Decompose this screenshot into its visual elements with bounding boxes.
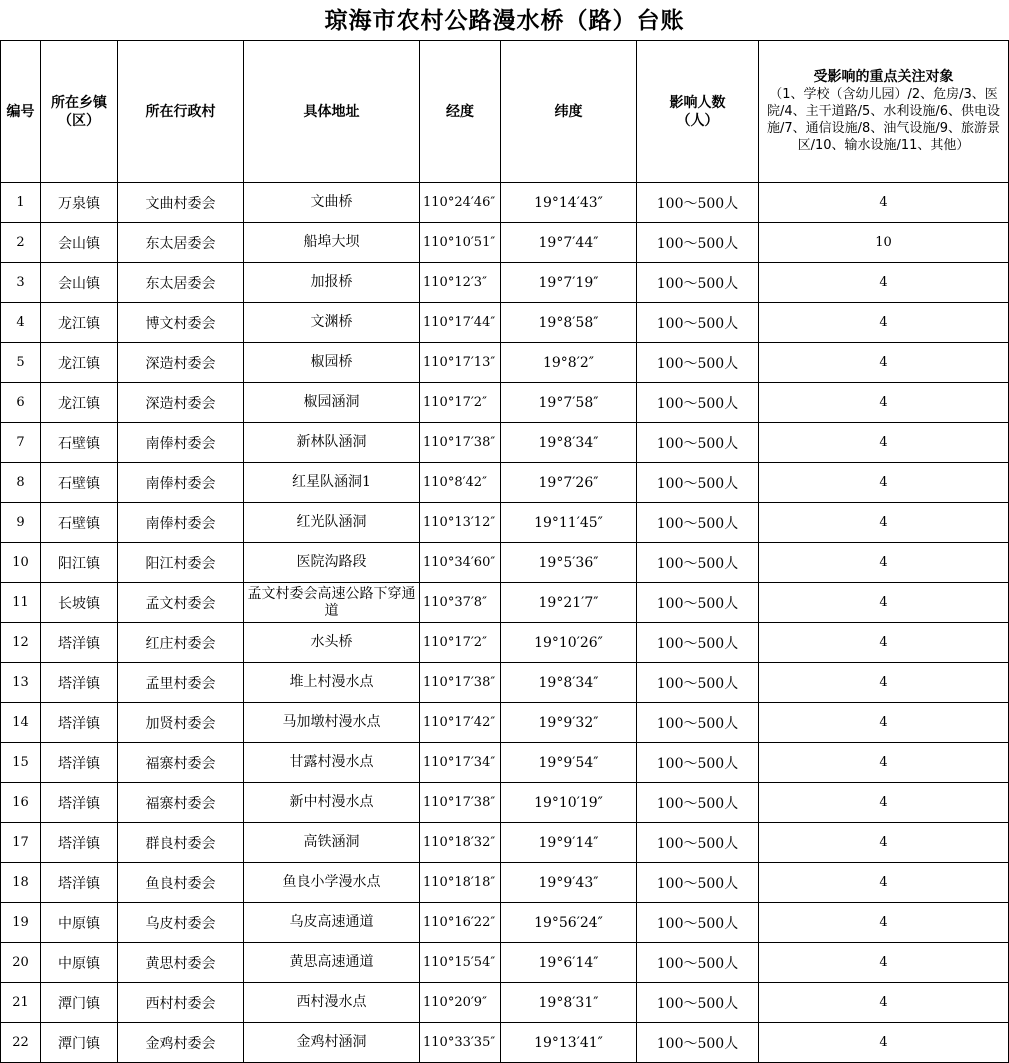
cell-population: 100～500人	[637, 303, 759, 343]
cell-town: 潭门镇	[41, 983, 118, 1023]
cell-town: 万泉镇	[41, 183, 118, 223]
cell-longitude: 110°17′44″	[420, 303, 501, 343]
cell-longitude: 110°15′54″	[420, 943, 501, 983]
cell-village: 深造村委会	[118, 383, 244, 423]
cell-no: 19	[1, 903, 41, 943]
cell-population: 100～500人	[637, 703, 759, 743]
cell-latitude: 19°9′43″	[501, 863, 637, 903]
table-row	[1, 783, 1009, 823]
cell-longitude: 110°20′9″	[420, 983, 501, 1023]
cell-latitude: 19°5′36″	[501, 543, 637, 583]
cell-village: 黄思村委会	[118, 943, 244, 983]
cell-address: 加报桥	[244, 263, 420, 303]
cell-population: 100～500人	[637, 743, 759, 783]
cell-focus: 4	[759, 743, 1009, 783]
cell-address: 乌皮高速通道	[244, 903, 420, 943]
cell-town: 龙江镇	[41, 343, 118, 383]
table-row	[1, 423, 1009, 463]
cell-focus: 4	[759, 863, 1009, 903]
cell-town: 塔洋镇	[41, 783, 118, 823]
cell-town: 龙江镇	[41, 303, 118, 343]
cell-focus: 4	[759, 703, 1009, 743]
cell-address: 红星队涵洞1	[244, 463, 420, 503]
cell-village: 加贤村委会	[118, 703, 244, 743]
cell-population: 100～500人	[637, 823, 759, 863]
cell-longitude: 110°10′51″	[420, 223, 501, 263]
cell-longitude: 110°17′38″	[420, 783, 501, 823]
cell-focus: 10	[759, 223, 1009, 263]
table-row	[1, 943, 1009, 983]
cell-town: 会山镇	[41, 223, 118, 263]
cell-longitude: 110°34′60″	[420, 543, 501, 583]
cell-address: 马加墩村漫水点	[244, 703, 420, 743]
cell-no: 4	[1, 303, 41, 343]
cell-population: 100～500人	[637, 503, 759, 543]
cell-population: 100～500人	[637, 983, 759, 1023]
cell-latitude: 19°7′44″	[501, 223, 637, 263]
cell-no: 14	[1, 703, 41, 743]
cell-no: 10	[1, 543, 41, 583]
cell-town: 中原镇	[41, 903, 118, 943]
cell-focus: 4	[759, 823, 1009, 863]
cell-focus: 4	[759, 943, 1009, 983]
cell-latitude: 19°14′43″	[501, 183, 637, 223]
cell-no: 7	[1, 423, 41, 463]
cell-focus: 4	[759, 383, 1009, 423]
cell-focus: 4	[759, 623, 1009, 663]
cell-no: 16	[1, 783, 41, 823]
cell-town: 塔洋镇	[41, 823, 118, 863]
cell-longitude: 110°12′3″	[420, 263, 501, 303]
cell-address: 鱼良小学漫水点	[244, 863, 420, 903]
cell-village: 鱼良村委会	[118, 863, 244, 903]
cell-focus: 4	[759, 183, 1009, 223]
cell-town: 龙江镇	[41, 383, 118, 423]
header-focus-targets	[759, 41, 1009, 183]
cell-latitude: 19°8′31″	[501, 983, 637, 1023]
table-row	[1, 663, 1009, 703]
cell-population: 100～500人	[637, 223, 759, 263]
cell-no: 12	[1, 623, 41, 663]
cell-focus: 4	[759, 423, 1009, 463]
cell-address: 西村漫水点	[244, 983, 420, 1023]
cell-longitude: 110°17′2″	[420, 623, 501, 663]
focus-title: 受影响的重点关注对象	[813, 69, 954, 85]
cell-population: 100～500人	[637, 903, 759, 943]
cell-longitude: 110°17′38″	[420, 423, 501, 463]
cell-village: 东太居委会	[118, 263, 244, 303]
table-row	[1, 863, 1009, 903]
cell-no: 20	[1, 943, 41, 983]
cell-longitude: 110°18′32″	[420, 823, 501, 863]
cell-population: 100～500人	[637, 423, 759, 463]
table-row	[1, 823, 1009, 863]
cell-village: 福寨村委会	[118, 783, 244, 823]
cell-village: 深造村委会	[118, 343, 244, 383]
cell-latitude: 19°8′34″	[501, 663, 637, 703]
cell-focus: 4	[759, 783, 1009, 823]
cell-population: 100～500人	[637, 583, 759, 623]
table-header-row	[1, 41, 1009, 183]
cell-town: 会山镇	[41, 263, 118, 303]
cell-address: 文曲桥	[244, 183, 420, 223]
cell-longitude: 110°37′8″	[420, 583, 501, 623]
table-row	[1, 343, 1009, 383]
cell-focus: 4	[759, 463, 1009, 503]
cell-no: 3	[1, 263, 41, 303]
cell-no: 6	[1, 383, 41, 423]
cell-address: 堆上村漫水点	[244, 663, 420, 703]
cell-population: 100～500人	[637, 383, 759, 423]
cell-no: 11	[1, 583, 41, 623]
cell-latitude: 19°21′7″	[501, 583, 637, 623]
table-body	[1, 183, 1009, 1063]
cell-focus: 4	[759, 663, 1009, 703]
cell-address: 新林队涵洞	[244, 423, 420, 463]
cell-longitude: 110°17′34″	[420, 743, 501, 783]
cell-longitude: 110°13′12″	[420, 503, 501, 543]
cell-longitude: 110°24′46″	[420, 183, 501, 223]
cell-latitude: 19°9′14″	[501, 823, 637, 863]
cell-population: 100～500人	[637, 183, 759, 223]
cell-population: 100～500人	[637, 343, 759, 383]
header-latitude: 纬度	[501, 41, 637, 183]
cell-population: 100～500人	[637, 783, 759, 823]
table-row	[1, 463, 1009, 503]
cell-address: 船埠大坝	[244, 223, 420, 263]
cell-town: 阳江镇	[41, 543, 118, 583]
cell-longitude: 110°17′38″	[420, 663, 501, 703]
cell-village: 阳江村委会	[118, 543, 244, 583]
cell-village: 福寨村委会	[118, 743, 244, 783]
cell-longitude: 110°17′2″	[420, 383, 501, 423]
table-row	[1, 503, 1009, 543]
cell-address: 椒园涵洞	[244, 383, 420, 423]
cell-longitude: 110°17′42″	[420, 703, 501, 743]
cell-no: 17	[1, 823, 41, 863]
cell-address: 医院沟路段	[244, 543, 420, 583]
cell-latitude: 19°9′54″	[501, 743, 637, 783]
cell-no: 8	[1, 463, 41, 503]
cell-address: 金鸡村涵洞	[244, 1023, 420, 1063]
cell-village: 孟文村委会	[118, 583, 244, 623]
cell-population: 100～500人	[637, 263, 759, 303]
table-row	[1, 303, 1009, 343]
cell-no: 2	[1, 223, 41, 263]
cell-longitude: 110°33′35″	[420, 1023, 501, 1063]
cell-town: 塔洋镇	[41, 863, 118, 903]
table-row	[1, 1023, 1009, 1063]
header-no: 编号	[1, 41, 41, 183]
cell-latitude: 19°10′26″	[501, 623, 637, 663]
cell-focus: 4	[759, 543, 1009, 583]
cell-population: 100～500人	[637, 463, 759, 503]
page-title: 琼海市农村公路漫水桥（路）台账	[324, 8, 685, 34]
cell-latitude: 19°10′19″	[501, 783, 637, 823]
cell-town: 塔洋镇	[41, 663, 118, 703]
cell-longitude: 110°18′18″	[420, 863, 501, 903]
cell-village: 乌皮村委会	[118, 903, 244, 943]
cell-focus: 4	[759, 903, 1009, 943]
cell-focus: 4	[759, 303, 1009, 343]
cell-no: 5	[1, 343, 41, 383]
cell-address: 水头桥	[244, 623, 420, 663]
table-row	[1, 183, 1009, 223]
table-row	[1, 623, 1009, 663]
cell-village: 红庄村委会	[118, 623, 244, 663]
cell-address: 椒园桥	[244, 343, 420, 383]
cell-town: 石壁镇	[41, 503, 118, 543]
cell-latitude: 19°56′24″	[501, 903, 637, 943]
cell-latitude: 19°7′58″	[501, 383, 637, 423]
cell-address: 甘露村漫水点	[244, 743, 420, 783]
cell-address: 高铁涵洞	[244, 823, 420, 863]
table-row	[1, 743, 1009, 783]
cell-village: 南俸村委会	[118, 423, 244, 463]
cell-population: 100～500人	[637, 863, 759, 903]
cell-town: 潭门镇	[41, 1023, 118, 1063]
cell-no: 15	[1, 743, 41, 783]
cell-no: 9	[1, 503, 41, 543]
cell-focus: 4	[759, 583, 1009, 623]
cell-latitude: 19°8′34″	[501, 423, 637, 463]
cell-village: 文曲村委会	[118, 183, 244, 223]
table-row	[1, 983, 1009, 1023]
cell-focus: 4	[759, 983, 1009, 1023]
cell-longitude: 110°8′42″	[420, 463, 501, 503]
cell-latitude: 19°11′45″	[501, 503, 637, 543]
cell-town: 石壁镇	[41, 463, 118, 503]
cell-village: 东太居委会	[118, 223, 244, 263]
cell-latitude: 19°8′2″	[501, 343, 637, 383]
cell-no: 22	[1, 1023, 41, 1063]
cell-village: 南俸村委会	[118, 463, 244, 503]
table-row	[1, 903, 1009, 943]
cell-focus: 4	[759, 343, 1009, 383]
cell-town: 塔洋镇	[41, 623, 118, 663]
cell-address: 文渊桥	[244, 303, 420, 343]
cell-address: 黄思高速通道	[244, 943, 420, 983]
header-town: 所在乡镇（区）	[41, 41, 118, 183]
cell-latitude: 19°9′32″	[501, 703, 637, 743]
focus-note: （1、学校（含幼儿园）/2、危房/3、医院/4、主干道路/5、水利设施/6、供电设施/7、通信设施/8、油气设施/9、旅游景区/10、输水设施/11、其他）	[767, 87, 1000, 153]
header-population: 影响人数（人）	[637, 41, 759, 183]
table-row	[1, 583, 1009, 623]
cell-town: 长坡镇	[41, 583, 118, 623]
cell-focus: 4	[759, 263, 1009, 303]
cell-latitude: 19°8′58″	[501, 303, 637, 343]
table-row	[1, 263, 1009, 303]
table-row	[1, 703, 1009, 743]
cell-address: 新中村漫水点	[244, 783, 420, 823]
cell-address: 孟文村委会高速公路下穿通道	[244, 583, 420, 623]
cell-population: 100～500人	[637, 1023, 759, 1063]
cell-village: 群良村委会	[118, 823, 244, 863]
table-row	[1, 383, 1009, 423]
cell-village: 南俸村委会	[118, 503, 244, 543]
cell-address: 红光队涵洞	[244, 503, 420, 543]
cell-focus: 4	[759, 1023, 1009, 1063]
cell-latitude: 19°6′14″	[501, 943, 637, 983]
cell-town: 中原镇	[41, 943, 118, 983]
cell-no: 13	[1, 663, 41, 703]
cell-town: 石壁镇	[41, 423, 118, 463]
cell-latitude: 19°13′41″	[501, 1023, 637, 1063]
header-address: 具体地址	[244, 41, 420, 183]
cell-latitude: 19°7′26″	[501, 463, 637, 503]
cell-population: 100～500人	[637, 543, 759, 583]
cell-population: 100～500人	[637, 623, 759, 663]
cell-longitude: 110°16′22″	[420, 903, 501, 943]
cell-population: 100～500人	[637, 663, 759, 703]
table-row	[1, 543, 1009, 583]
cell-village: 孟里村委会	[118, 663, 244, 703]
table-row	[1, 223, 1009, 263]
cell-town: 塔洋镇	[41, 743, 118, 783]
cell-no: 21	[1, 983, 41, 1023]
cell-village: 西村村委会	[118, 983, 244, 1023]
cell-longitude: 110°17′13″	[420, 343, 501, 383]
cell-focus: 4	[759, 503, 1009, 543]
header-longitude: 经度	[420, 41, 501, 183]
header-village: 所在行政村	[118, 41, 244, 183]
cell-population: 100～500人	[637, 943, 759, 983]
ledger-table	[0, 40, 1009, 1063]
cell-latitude: 19°7′19″	[501, 263, 637, 303]
cell-town: 塔洋镇	[41, 703, 118, 743]
cell-no: 18	[1, 863, 41, 903]
cell-village: 博文村委会	[118, 303, 244, 343]
cell-no: 1	[1, 183, 41, 223]
cell-village: 金鸡村委会	[118, 1023, 244, 1063]
